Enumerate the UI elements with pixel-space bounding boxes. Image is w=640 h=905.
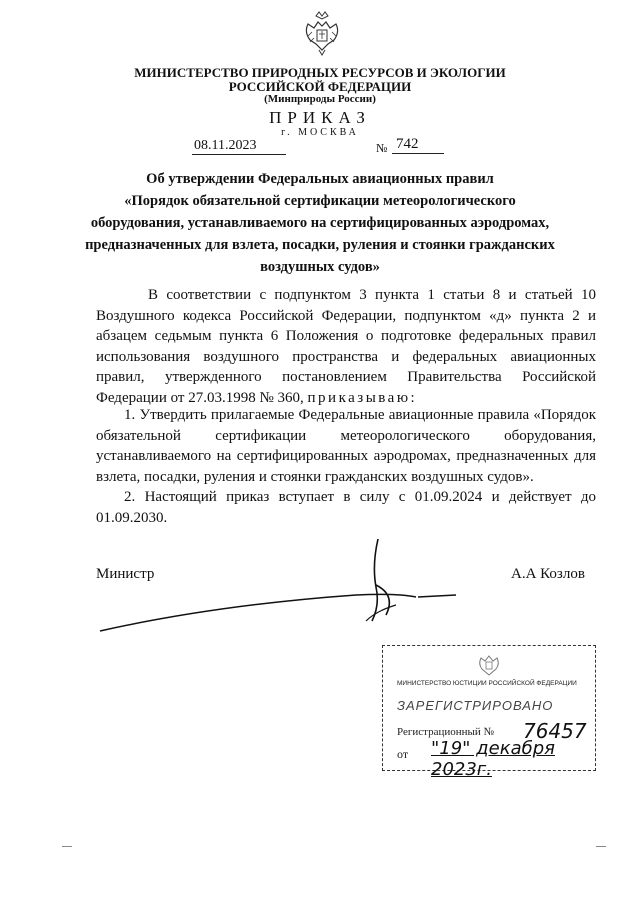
title-line: «Порядок обязательной сертификации метеорологического — [124, 193, 516, 209]
coat-of-arms-emblem — [302, 10, 342, 56]
document-city: г. МОСКВА — [281, 127, 359, 138]
stamp-registered: ЗАРЕГИСТРИРОВАНО — [397, 698, 554, 713]
document-number-label: № — [376, 141, 388, 155]
document-date: 08.11.2023 — [192, 138, 286, 155]
title-line: предназначенных для взлета, посадки, руления и стоянки гражданских — [85, 237, 555, 253]
preamble-paragraph — [96, 285, 596, 408]
ministry-short-name: (Минприроды России) — [264, 93, 376, 105]
stamp-reg-number: 76457 — [523, 719, 587, 743]
corner-mark — [62, 846, 72, 847]
orders-word: приказываю: — [307, 389, 418, 406]
title-line: воздушных судов» — [260, 259, 380, 275]
stamp-from-label: от — [397, 747, 409, 761]
ministry-name-line1: МИНИСТЕРСТВО ПРИРОДНЫХ РЕСУРСОВ И ЭКОЛОГИИ — [134, 65, 506, 80]
clause-1-paragraph: 1. Утвердить прилагаемые Федеральные авиационные правила «Порядок обязательной сертификации метеорологического оборудования, устанавливаемого на сертифицированных аэродромах, предназначенных для взлета, посадки, руления и стоянки гражданских воздушных судов». — [96, 407, 596, 485]
stamp-reg-date: "19" декабря 2023г. — [431, 738, 555, 780]
preamble-text: В соответствии с подпунктом 3 пункта 1 статьи 8 и статьей 10 Воздушного кодекса Российской Федерации, подпунктом «д» пункта 2 и абзацем седьмым пункта 6 Положения о подготовке федеральных правил использования воздушного пространства и федеральных авиационных правил, утвержденного постановлением Правительства Российской Федерации от 27.03.1998 № 360, — [96, 287, 596, 406]
title-line: оборудования, устанавливаемого на сертифицированных аэродромах, — [90, 215, 550, 231]
registration-stamp — [382, 645, 596, 780]
handwritten-signature — [96, 535, 476, 645]
clause-2-paragraph: 2. Настоящий приказ вступает в силу с 01.09.2024 и действует до 01.09.2030. — [96, 489, 596, 526]
ministry-name — [0, 66, 640, 94]
signatory-name: А.А Козлов — [511, 566, 585, 582]
document-number: 742 — [392, 136, 444, 154]
title-line: Об утверждении Федеральных авиационных правил — [146, 171, 494, 187]
document-title — [80, 168, 560, 278]
stamp-reg-number-label: Регистрационный № — [397, 726, 495, 738]
corner-mark — [596, 846, 606, 847]
ministry-name-line2: РОССИЙСКОЙ ФЕДЕРАЦИИ — [228, 79, 412, 94]
signatory-position: Министр — [96, 566, 155, 582]
document-type: ПРИКАЗ — [269, 108, 371, 127]
stamp-emblem-icon — [475, 650, 503, 678]
stamp-ministry: МИНИСТЕРСТВО ЮСТИЦИИ РОССИЙСКОЙ ФЕДЕРАЦИИ — [397, 680, 577, 687]
